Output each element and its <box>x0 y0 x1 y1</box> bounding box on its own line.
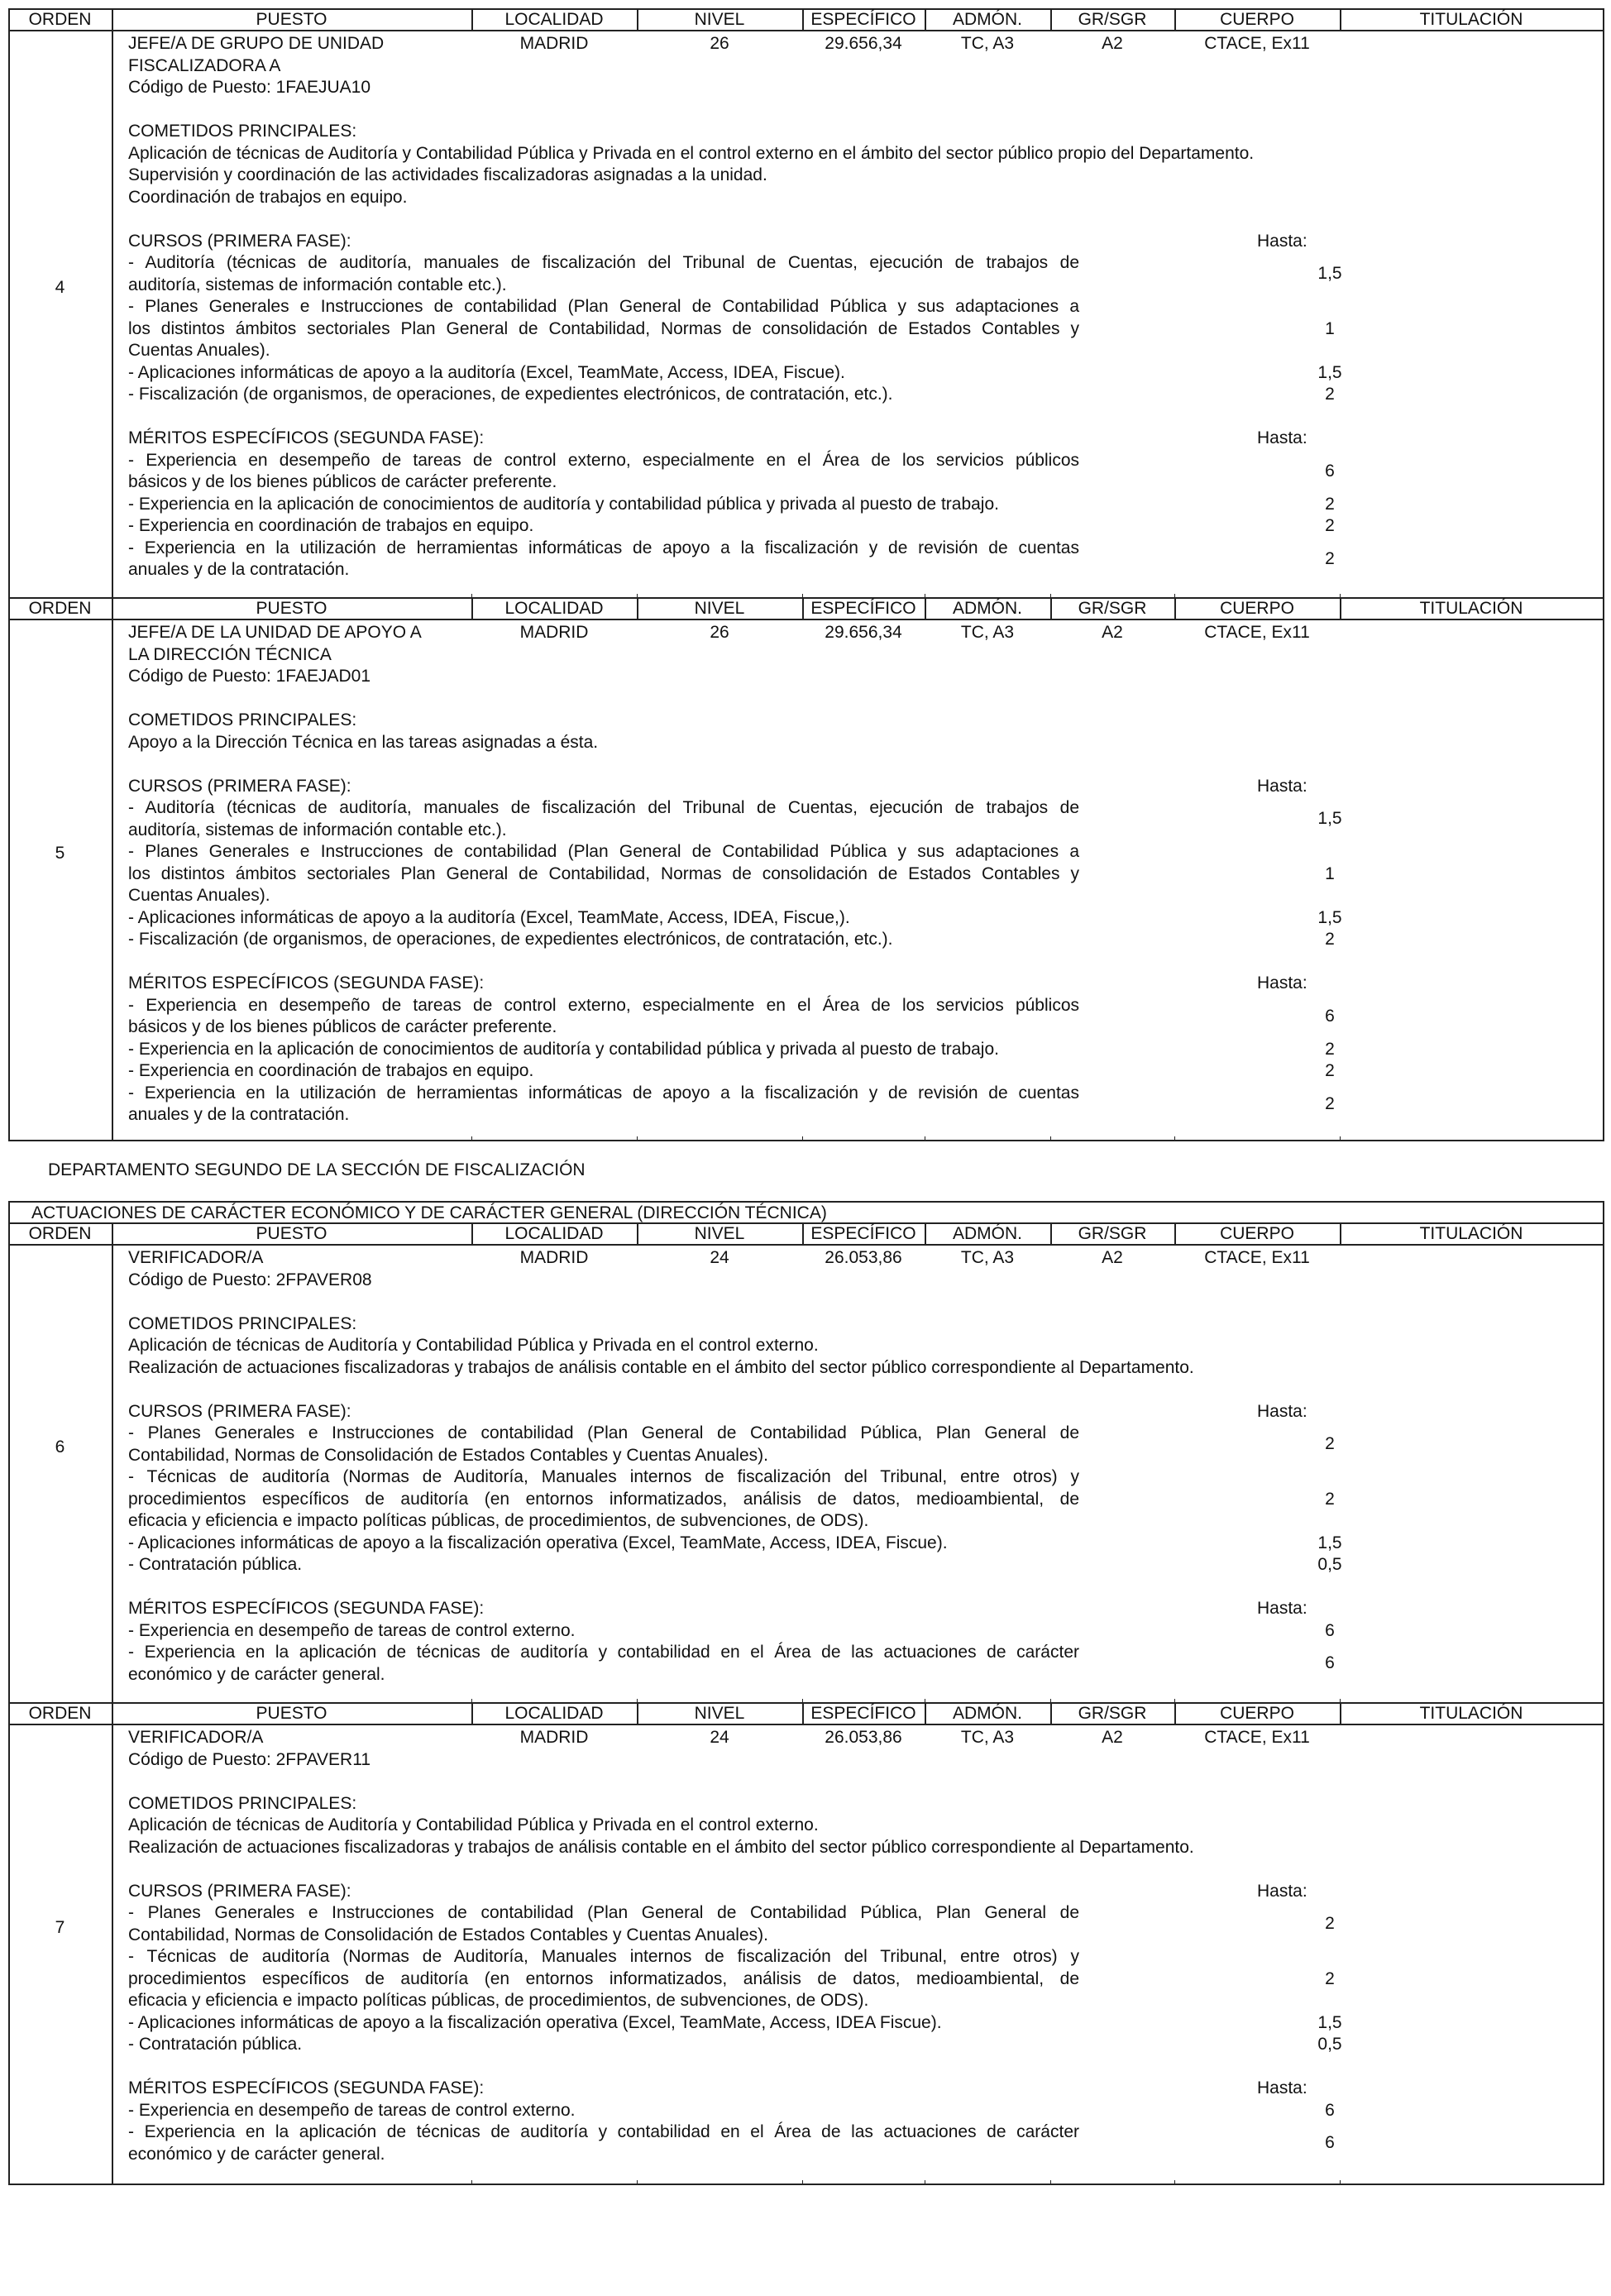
localidad-value: MADRID <box>519 1728 589 1747</box>
merito-points: 2 <box>1325 516 1335 535</box>
merito-points: 6 <box>1325 1653 1335 1673</box>
grupo-value: A2 <box>1102 1248 1123 1267</box>
curso-points: 0,5 <box>1317 2035 1342 2054</box>
column-header: CUERPO <box>1220 1224 1294 1243</box>
curso-line: Cuentas Anuales). <box>128 341 270 360</box>
curso-line: - Planes Generales e Instrucciones de contabilidad (Plan General de Contabilidad Pública, Plan General de <box>128 1903 1079 1922</box>
curso-points: 0,5 <box>1317 1555 1342 1574</box>
col-tick <box>1050 2180 1051 2184</box>
orden-value: 7 <box>55 1918 65 1937</box>
curso-line: auditoría, sistemas de información contable etc.). <box>128 820 507 839</box>
orden-value: 5 <box>55 844 65 863</box>
codigo-puesto: Código de Puesto: 2FPAVER11 <box>128 1749 371 1769</box>
codigo-puesto: Código de Puesto: 1FAEJUA10 <box>128 78 371 97</box>
curso-points: 1 <box>1325 318 1335 338</box>
column-header: ADMÓN. <box>953 599 1022 618</box>
curso-line: - Técnicas de auditoría (Normas de Auditoría, Manuales internos de fiscalización del Tribunal, entre otros) y <box>128 1467 1079 1486</box>
curso-points: 1,5 <box>1317 809 1342 829</box>
curso-line: - Planes Generales e Instrucciones de contabilidad (Plan General de Contabilidad Pública y sus adaptaciones a <box>128 297 1079 316</box>
curso-points: 2 <box>1325 1434 1335 1454</box>
hasta-label: Hasta: <box>1257 428 1307 447</box>
cometidos-heading: COMETIDOS PRINCIPALES: <box>128 710 357 729</box>
block-left-rule <box>8 1246 10 1702</box>
merito-line: anuales y de la contratación. <box>128 1105 350 1124</box>
curso-line: - Fiscalización (de organismos, de operaciones, de expedientes electrónicos, de contratación, etc.). <box>128 385 893 404</box>
cometido-item: Aplicación de técnicas de Auditoría y Contabilidad Pública y Privada en el control externo. <box>128 1336 819 1355</box>
grupo-value: A2 <box>1102 34 1123 53</box>
cursos-heading: CURSOS (PRIMERA FASE): <box>128 231 351 251</box>
curso-line: - Auditoría (técnicas de auditoría, manuales de fiscalización del Tribunal de Cuentas, ejecución de trabajos de <box>128 253 1079 272</box>
cursos-heading: CURSOS (PRIMERA FASE): <box>128 776 351 796</box>
merito-line: básicos y de los bienes públicos de carácter preferente. <box>128 472 557 491</box>
admon-value: TC, A3 <box>960 1248 1015 1267</box>
column-header: PUESTO <box>256 1704 327 1723</box>
cometidos-heading: COMETIDOS PRINCIPALES: <box>128 122 357 141</box>
col-tick <box>637 2180 638 2184</box>
hasta-label: Hasta: <box>1257 231 1307 251</box>
col-tick <box>1174 1136 1175 1140</box>
column-header: CUERPO <box>1220 10 1294 29</box>
merito-line: - Experiencia en desempeño de tareas de control externo. <box>128 2100 576 2120</box>
merito-line: económico y de carácter general. <box>128 1664 385 1684</box>
nivel-value: 24 <box>710 1248 729 1267</box>
localidad-value: MADRID <box>519 623 589 642</box>
col-tick <box>471 1136 472 1140</box>
column-header: LOCALIDAD <box>504 1704 604 1723</box>
cuerpo-value: CTACE, Ex11 <box>1204 1728 1310 1747</box>
meritos-heading: MÉRITOS ESPECÍFICOS (SEGUNDA FASE): <box>128 428 485 447</box>
column-header: TITULACIÓN <box>1419 1704 1523 1723</box>
curso-points: 2 <box>1325 1914 1335 1934</box>
column-header: LOCALIDAD <box>504 599 604 618</box>
column-header: PUESTO <box>256 1224 327 1243</box>
codigo-puesto: Código de Puesto: 2FPAVER08 <box>128 1270 372 1289</box>
localidad-value: MADRID <box>519 1248 589 1267</box>
puesto-title: VERIFICADOR/A <box>128 1248 264 1267</box>
section-title: ACTUACIONES DE CARÁCTER ECONÓMICO Y DE CARÁCTER GENERAL (DIRECCIÓN TÉCNICA) <box>31 1203 827 1222</box>
curso-points: 2 <box>1325 930 1335 949</box>
merito-points: 2 <box>1325 1039 1335 1059</box>
cuerpo-value: CTACE, Ex11 <box>1204 34 1310 53</box>
col-tick <box>802 1136 803 1140</box>
curso-line: los distintos ámbitos sectoriales Plan General de Contabilidad, Normas de consolidación de Estados Contables y <box>128 318 1079 338</box>
column-header: NIVEL <box>694 10 745 29</box>
column-header: PUESTO <box>256 10 327 29</box>
column-header: GR/SGR <box>1078 1704 1147 1723</box>
merito-points: 6 <box>1325 1006 1335 1026</box>
curso-line: - Aplicaciones informáticas de apoyo a la auditoría (Excel, TeamMate, Access, IDEA, Fiscue,). <box>128 907 850 927</box>
curso-line: Cuentas Anuales). <box>128 886 270 905</box>
hasta-label: Hasta: <box>1257 1881 1307 1901</box>
orden-col-rule <box>112 1725 113 2184</box>
curso-line: - Planes Generales e Instrucciones de contabilidad (Plan General de Contabilidad Pública y sus adaptaciones a <box>128 842 1079 861</box>
column-header: TITULACIÓN <box>1419 1224 1523 1243</box>
merito-line: - Experiencia en desempeño de tareas de control externo, especialmente en el Área de los servicios públicos <box>128 995 1079 1015</box>
merito-points: 2 <box>1325 1061 1335 1080</box>
orden-col-rule <box>112 1246 113 1702</box>
hasta-label: Hasta: <box>1257 973 1307 993</box>
merito-line: - Experiencia en coordinación de trabajos en equipo. <box>128 1061 534 1080</box>
merito-line: - Experiencia en desempeño de tareas de control externo. <box>128 1620 576 1640</box>
column-header: ORDEN <box>28 1224 92 1243</box>
block-left-rule <box>8 1725 10 2184</box>
curso-line: Contabilidad, Normas de Consolidación de Estados Contables y Cuentas Anuales). <box>128 1925 768 1944</box>
nivel-value: 26 <box>710 34 729 53</box>
nivel-value: 24 <box>710 1728 729 1747</box>
orden-value: 6 <box>55 1437 65 1457</box>
block-right-rule <box>1603 1725 1604 2184</box>
curso-points: 2 <box>1325 1489 1335 1509</box>
merito-points: 6 <box>1325 2133 1335 2153</box>
curso-line: - Fiscalización (de organismos, de operaciones, de expedientes electrónicos, de contratación, etc.). <box>128 930 893 949</box>
curso-line: - Aplicaciones informáticas de apoyo a la fiscalización operativa (Excel, TeamMate, Access, IDEA Fiscue). <box>128 2012 942 2032</box>
header-col-rule <box>1603 1222 1604 1246</box>
column-header: CUERPO <box>1220 599 1294 618</box>
merito-points: 2 <box>1325 494 1335 514</box>
col-tick <box>1340 1136 1341 1140</box>
merito-line: - Experiencia en la utilización de herramientas informáticas de apoyo a la fiscalización y de revisión de cuentas <box>128 538 1079 557</box>
hasta-label: Hasta: <box>1257 2078 1307 2097</box>
meritos-heading: MÉRITOS ESPECÍFICOS (SEGUNDA FASE): <box>128 973 485 993</box>
puesto-title: JEFE/A DE GRUPO DE UNIDAD <box>128 34 385 53</box>
grupo-value: A2 <box>1102 1728 1123 1747</box>
cursos-heading: CURSOS (PRIMERA FASE): <box>128 1881 351 1901</box>
column-header: ESPECÍFICO <box>810 10 916 29</box>
cometido-item: Aplicación de técnicas de Auditoría y Contabilidad Pública y Privada en el control externo en el ámbito del sector público propio del Departamento. <box>128 143 1255 163</box>
column-header: NIVEL <box>694 599 745 618</box>
puesto-title: LA DIRECCIÓN TÉCNICA <box>128 644 332 664</box>
orden-col-rule <box>112 620 113 1140</box>
curso-line: - Aplicaciones informáticas de apoyo a la auditoría (Excel, TeamMate, Access, IDEA, Fiscue). <box>128 362 845 382</box>
curso-points: 1,5 <box>1317 362 1342 382</box>
nivel-value: 26 <box>710 623 729 642</box>
merito-line: - Experiencia en coordinación de trabajos en equipo. <box>128 516 534 535</box>
curso-line: procedimientos específicos de auditoría (en entornos informatizados, análisis de datos, medioambiental, de <box>128 1489 1079 1509</box>
column-header: ADMÓN. <box>953 1704 1022 1723</box>
merito-line: - Experiencia en la utilización de herramientas informáticas de apoyo a la fiscalización y de revisión de cuentas <box>128 1083 1079 1103</box>
col-tick <box>1174 2180 1175 2184</box>
block-right-rule <box>1603 31 1604 597</box>
merito-line: - Experiencia en la aplicación de conocimientos de auditoría y contabilidad pública y privada al puesto de trabajo. <box>128 1039 999 1059</box>
column-header: ORDEN <box>28 1704 92 1723</box>
curso-points: 1,5 <box>1317 2012 1342 2032</box>
column-header: NIVEL <box>694 1704 745 1723</box>
curso-line: Contabilidad, Normas de Consolidación de Estados Contables y Cuentas Anuales). <box>128 1445 768 1465</box>
curso-points: 1,5 <box>1317 264 1342 284</box>
cometido-item: Aplicación de técnicas de Auditoría y Contabilidad Pública y Privada en el control externo. <box>128 1815 819 1834</box>
column-header: ADMÓN. <box>953 1224 1022 1243</box>
especifico-value: 26.053,86 <box>825 1248 902 1267</box>
grupo-value: A2 <box>1102 623 1123 642</box>
cuerpo-value: CTACE, Ex11 <box>1204 1248 1310 1267</box>
curso-line: eficacia y eficiencia e impacto políticas públicas, de procedimientos, de subvenciones, de ODS). <box>128 1991 869 2010</box>
curso-points: 2 <box>1325 385 1335 404</box>
block-bottom-rule <box>8 2184 1604 2185</box>
section-rule-left <box>8 1201 10 1224</box>
curso-line: - Planes Generales e Instrucciones de contabilidad (Plan General de Contabilidad Pública, Plan General de <box>128 1423 1079 1442</box>
admon-value: TC, A3 <box>960 1728 1015 1747</box>
curso-line: - Técnicas de auditoría (Normas de Auditoría, Manuales internos de fiscalización del Tribunal, entre otros) y <box>128 1947 1079 1966</box>
curso-line: eficacia y eficiencia e impacto políticas públicas, de procedimientos, de subvenciones, de ODS). <box>128 1511 869 1530</box>
section-rule-right <box>1603 1201 1604 1224</box>
cometido-item: Coordinación de trabajos en equipo. <box>128 187 408 207</box>
cometido-item: Realización de actuaciones fiscalizadoras y trabajos de análisis contable en el ámbito del sector público correspondiente al Departamento. <box>128 1357 1194 1377</box>
column-header: LOCALIDAD <box>504 10 604 29</box>
merito-line: - Experiencia en la aplicación de técnicas de auditoría y contabilidad en el Área de las actuaciones de carácter <box>128 2122 1079 2141</box>
cuerpo-value: CTACE, Ex11 <box>1204 623 1310 642</box>
curso-line: procedimientos específicos de auditoría (en entornos informatizados, análisis de datos, medioambiental, de <box>128 1968 1079 1988</box>
curso-line: - Contratación pública. <box>128 1555 303 1574</box>
meritos-heading: MÉRITOS ESPECÍFICOS (SEGUNDA FASE): <box>128 1599 485 1618</box>
merito-points: 6 <box>1325 2100 1335 2120</box>
cursos-heading: CURSOS (PRIMERA FASE): <box>128 1401 351 1421</box>
merito-points: 6 <box>1325 461 1335 481</box>
curso-line: los distintos ámbitos sectoriales Plan General de Contabilidad, Normas de consolidación de Estados Contables y <box>128 863 1079 883</box>
column-header: NIVEL <box>694 1224 745 1243</box>
cometido-item: Supervisión y coordinación de las actividades fiscalizadoras asignadas a la unidad. <box>128 165 767 184</box>
column-header: TITULACIÓN <box>1419 599 1523 618</box>
merito-points: 2 <box>1325 548 1335 568</box>
header-col-rule <box>1603 597 1604 620</box>
especifico-value: 29.656,34 <box>825 623 902 642</box>
block-left-rule <box>8 620 10 1140</box>
cometido-item: Apoyo a la Dirección Técnica en las tareas asignadas a ésta. <box>128 732 599 752</box>
merito-line: - Experiencia en la aplicación de técnicas de auditoría y contabilidad en el Área de las actuaciones de carácter <box>128 1643 1079 1662</box>
column-header: GR/SGR <box>1078 1224 1147 1243</box>
header-col-rule <box>1603 1702 1604 1725</box>
column-header: ESPECÍFICO <box>810 1224 916 1243</box>
curso-line: - Contratación pública. <box>128 2035 303 2054</box>
merito-points: 2 <box>1325 1093 1335 1113</box>
merito-line: - Experiencia en la aplicación de conocimientos de auditoría y contabilidad pública y privada al puesto de trabajo. <box>128 494 999 514</box>
curso-points: 1 <box>1325 863 1335 883</box>
column-header: PUESTO <box>256 599 327 618</box>
admon-value: TC, A3 <box>960 623 1015 642</box>
block-left-rule <box>8 31 10 597</box>
curso-points: 1,5 <box>1317 907 1342 927</box>
curso-line: auditoría, sistemas de información contable etc.). <box>128 275 507 294</box>
hasta-label: Hasta: <box>1257 776 1307 796</box>
curso-line: - Aplicaciones informáticas de apoyo a la fiscalización operativa (Excel, TeamMate, Access, IDEA, Fiscue). <box>128 1533 948 1552</box>
curso-line: - Auditoría (técnicas de auditoría, manuales de fiscalización del Tribunal de Cuentas, ejecución de trabajos de <box>128 798 1079 817</box>
codigo-puesto: Código de Puesto: 1FAEJAD01 <box>128 667 371 686</box>
cometidos-heading: COMETIDOS PRINCIPALES: <box>128 1313 357 1333</box>
puesto-title: JEFE/A DE LA UNIDAD DE APOYO A <box>128 623 422 642</box>
column-header: GR/SGR <box>1078 10 1147 29</box>
puesto-title: FISCALIZADORA A <box>128 55 281 75</box>
especifico-value: 26.053,86 <box>825 1728 902 1747</box>
header-col-rule <box>1603 8 1604 31</box>
col-tick <box>802 2180 803 2184</box>
hasta-label: Hasta: <box>1257 1401 1307 1421</box>
column-header: GR/SGR <box>1078 599 1147 618</box>
merito-line: básicos y de los bienes públicos de carácter preferente. <box>128 1017 557 1036</box>
merito-line: - Experiencia en desempeño de tareas de control externo, especialmente en el Área de los servicios públicos <box>128 450 1079 470</box>
col-tick <box>1340 2180 1341 2184</box>
orden-value: 4 <box>55 278 65 297</box>
curso-points: 1,5 <box>1317 1533 1342 1552</box>
column-header: ESPECÍFICO <box>810 1704 916 1723</box>
column-header: ADMÓN. <box>953 10 1022 29</box>
column-header: ESPECÍFICO <box>810 599 916 618</box>
column-header: CUERPO <box>1220 1704 1294 1723</box>
department-title: DEPARTAMENTO SEGUNDO DE LA SECCIÓN DE FISCALIZACIÓN <box>48 1160 586 1179</box>
meritos-heading: MÉRITOS ESPECÍFICOS (SEGUNDA FASE): <box>128 2078 485 2097</box>
col-tick <box>1050 1136 1051 1140</box>
block-bottom-rule <box>8 1140 1604 1141</box>
col-tick <box>471 2180 472 2184</box>
cometidos-heading: COMETIDOS PRINCIPALES: <box>128 1793 357 1813</box>
merito-points: 6 <box>1325 1620 1335 1640</box>
block-right-rule <box>1603 1246 1604 1702</box>
col-tick <box>637 1136 638 1140</box>
localidad-value: MADRID <box>519 34 589 53</box>
orden-col-rule <box>112 31 113 597</box>
hasta-label: Hasta: <box>1257 1599 1307 1618</box>
column-header: ORDEN <box>28 599 92 618</box>
column-header: TITULACIÓN <box>1419 10 1523 29</box>
cometido-item: Realización de actuaciones fiscalizadoras y trabajos de análisis contable en el ámbito del sector público correspondiente al Departamento. <box>128 1837 1194 1857</box>
column-header: LOCALIDAD <box>504 1224 604 1243</box>
especifico-value: 29.656,34 <box>825 34 902 53</box>
curso-points: 2 <box>1325 1968 1335 1988</box>
column-header: ORDEN <box>28 10 92 29</box>
merito-line: anuales y de la contratación. <box>128 560 350 579</box>
block-right-rule <box>1603 620 1604 1140</box>
merito-line: económico y de carácter general. <box>128 2144 385 2164</box>
puesto-title: VERIFICADOR/A <box>128 1728 264 1747</box>
admon-value: TC, A3 <box>960 34 1015 53</box>
